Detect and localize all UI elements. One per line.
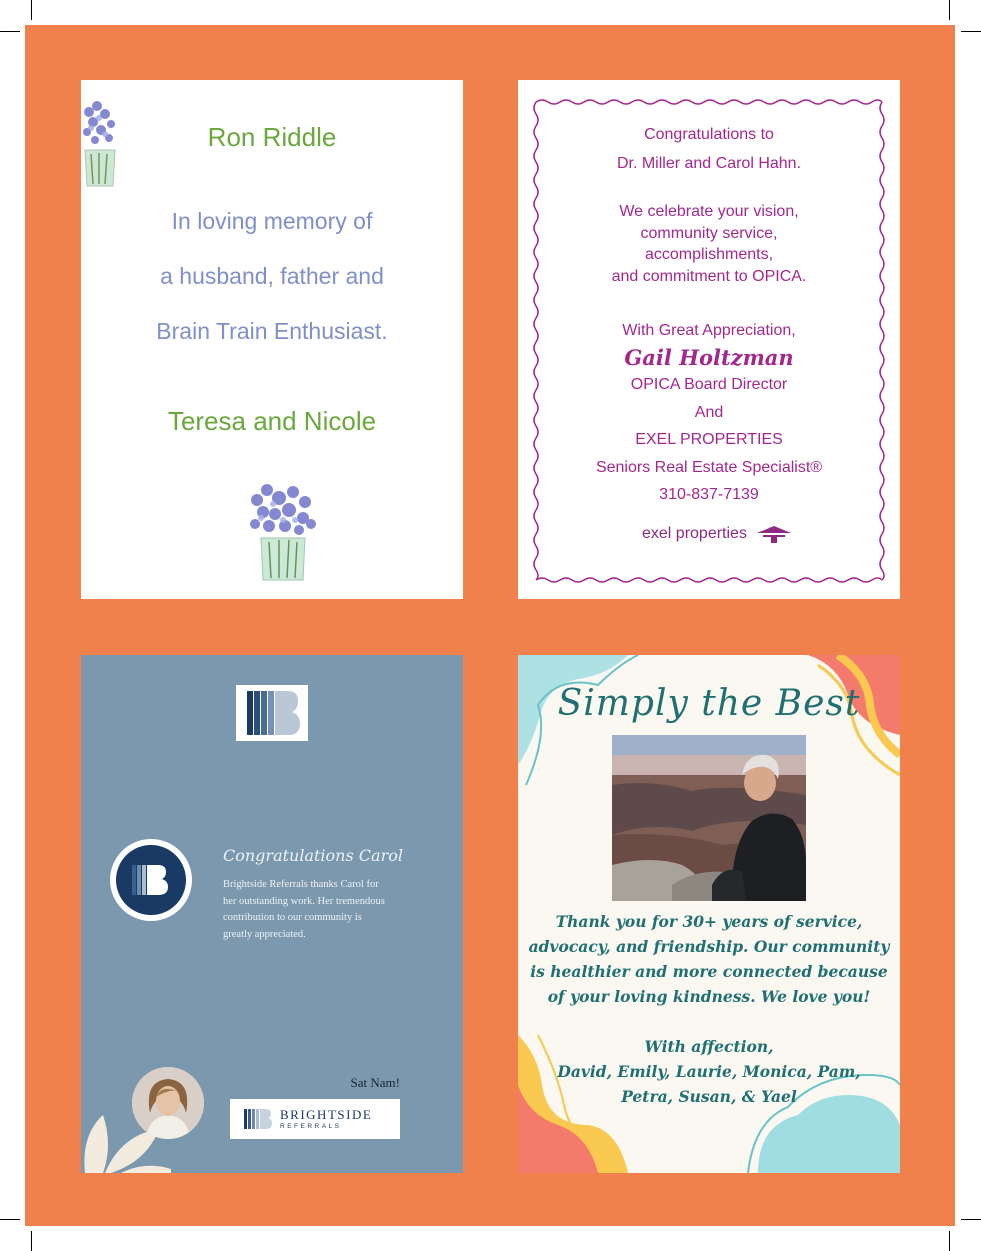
brightside-heading: Congratulations Carol xyxy=(223,846,403,865)
memory-line-2: a husband, father and xyxy=(160,263,384,289)
congrats-line: and commitment to OPICA. xyxy=(611,268,807,285)
signature: Gail Holtzman xyxy=(624,345,794,370)
crop-mark xyxy=(961,31,981,32)
simply-best-title: Simply the Best xyxy=(557,683,861,724)
message-line: of your loving kindness. We love you! xyxy=(547,987,871,1006)
crop-mark xyxy=(0,1219,20,1220)
exel-logo-text: exel properties xyxy=(642,525,747,542)
congrats-card xyxy=(518,80,900,599)
crop-mark xyxy=(31,0,32,20)
sign-line: 310-837-7139 xyxy=(659,486,759,503)
message-line: is healthier and more connected because xyxy=(530,962,888,981)
brightside-logo-main: BRIGHTSIDE xyxy=(280,1106,373,1122)
sign-line: OPICA Board Director xyxy=(630,376,788,393)
congrats-line: With Great Appreciation, xyxy=(622,322,796,339)
congrats-line: community service, xyxy=(640,225,778,242)
flower-vase-illustration xyxy=(245,480,321,584)
b-logo-icon xyxy=(132,863,172,897)
sign-line: And xyxy=(694,404,724,421)
brightside-body-line: Brightside Referrals thanks Carol for xyxy=(223,879,379,890)
sign-line: EXEL PROPERTIES xyxy=(635,431,783,448)
brightside-sign-off: Sat Nam! xyxy=(350,1075,400,1090)
names-line: David, Emily, Laurie, Monica, Pam, xyxy=(557,1062,861,1081)
memory-line-1: In loving memory of xyxy=(171,208,373,234)
message-line: Thank you for 30+ years of service, xyxy=(555,912,863,931)
brightside-body xyxy=(223,877,385,943)
brightside-b-logo-top xyxy=(236,685,308,741)
brightside-logo-sub: REFERRALS xyxy=(280,1122,342,1130)
brightside-logo-banner xyxy=(230,1099,400,1139)
memory-from: Teresa and Nicole xyxy=(167,406,377,436)
memory-line-3: Brain Train Enthusiast. xyxy=(156,318,388,344)
message xyxy=(518,909,900,1009)
sign-line: Seniors Real Estate Specialist® xyxy=(595,459,823,476)
exel-logo xyxy=(642,522,793,546)
simply-best-card xyxy=(518,655,900,1173)
congrats-line: Congratulations to xyxy=(644,126,774,143)
message-line: advocacy, and friendship. Our community xyxy=(528,937,890,956)
crop-mark xyxy=(31,1231,32,1251)
congrats-line: accomplishments, xyxy=(644,246,774,263)
brightside-body-line: contribution to our community is xyxy=(223,912,362,923)
memory-name: Ron Riddle xyxy=(207,122,337,152)
crop-mark xyxy=(949,0,950,20)
closing xyxy=(518,1034,900,1109)
crop-mark xyxy=(0,31,20,32)
brightside-body-line: her outstanding work. Her tremendous xyxy=(223,895,385,907)
photo xyxy=(612,735,806,901)
avatar xyxy=(132,1067,204,1139)
congrats-line: We celebrate your vision, xyxy=(619,203,799,220)
crop-mark xyxy=(961,1219,981,1220)
congrats-line: Dr. Miller and Carol Hahn. xyxy=(616,155,802,172)
crop-mark xyxy=(949,1231,950,1251)
house-roof-icon xyxy=(755,524,793,544)
b-logo-icon xyxy=(244,1108,274,1130)
b-logo-icon xyxy=(236,685,308,741)
names-line: Petra, Susan, & Yael xyxy=(621,1087,797,1106)
closing-line: With affection, xyxy=(644,1037,774,1056)
brightside-circle-logo xyxy=(110,839,192,921)
brightside-card xyxy=(81,655,463,1173)
brightside-body-line: greatly appreciated. xyxy=(223,928,306,940)
memory-card xyxy=(81,80,463,599)
